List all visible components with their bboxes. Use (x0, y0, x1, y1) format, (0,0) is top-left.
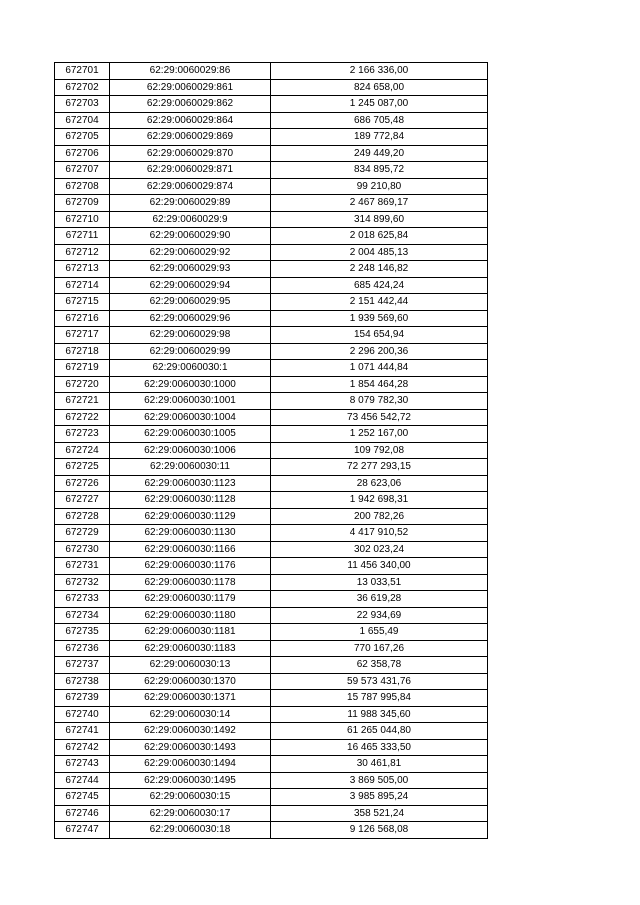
table-row (55, 657, 488, 674)
row-number-cell: 672715 (55, 294, 110, 311)
cadastral-value-cell: 302 023,24 (271, 541, 488, 558)
table-row (55, 574, 488, 591)
cadastral-number-cell: 62:29:0060029:870 (110, 145, 271, 162)
cadastral-number-cell: 62:29:0060030:1370 (110, 673, 271, 690)
cadastral-value-cell: 59 573 431,76 (271, 673, 488, 690)
row-number-cell: 672741 (55, 723, 110, 740)
cadastral-value-cell: 1 939 569,60 (271, 310, 488, 327)
cadastral-value-cell: 1 655,49 (271, 624, 488, 641)
cadastral-value-cell: 686 705,48 (271, 112, 488, 129)
row-number-cell: 672731 (55, 558, 110, 575)
table-row (55, 508, 488, 525)
table-row (55, 673, 488, 690)
cadastral-value-cell: 2 004 485,13 (271, 244, 488, 261)
cadastral-number-cell: 62:29:0060030:1005 (110, 426, 271, 443)
table-row (55, 409, 488, 426)
table-row (55, 162, 488, 179)
table-row (55, 525, 488, 542)
cadastral-number-cell: 62:29:0060029:89 (110, 195, 271, 212)
cadastral-number-cell: 62:29:0060030:1183 (110, 640, 271, 657)
table-row (55, 145, 488, 162)
table-row (55, 442, 488, 459)
row-number-cell: 672732 (55, 574, 110, 591)
cadastral-number-cell: 62:29:0060030:1 (110, 360, 271, 377)
cadastral-value-cell: 11 988 345,60 (271, 706, 488, 723)
cadastral-value-cell: 189 772,84 (271, 129, 488, 146)
cadastral-number-cell: 62:29:0060030:11 (110, 459, 271, 476)
table-row (55, 79, 488, 96)
cadastral-value-cell: 834 895,72 (271, 162, 488, 179)
row-number-cell: 672738 (55, 673, 110, 690)
row-number-cell: 672728 (55, 508, 110, 525)
cadastral-value-cell: 685 424,24 (271, 277, 488, 294)
table-row (55, 343, 488, 360)
table-row (55, 690, 488, 707)
row-number-cell: 672743 (55, 756, 110, 773)
row-number-cell: 672737 (55, 657, 110, 674)
row-number-cell: 672725 (55, 459, 110, 476)
row-number-cell: 672730 (55, 541, 110, 558)
cadastral-number-cell: 62:29:0060030:1371 (110, 690, 271, 707)
cadastral-number-cell: 62:29:0060029:861 (110, 79, 271, 96)
row-number-cell: 672713 (55, 261, 110, 278)
row-number-cell: 672721 (55, 393, 110, 410)
row-number-cell: 672739 (55, 690, 110, 707)
table-row (55, 475, 488, 492)
cadastral-value-cell: 1 071 444,84 (271, 360, 488, 377)
cadastral-value-cell: 3 985 895,24 (271, 789, 488, 806)
cadastral-number-cell: 62:29:0060029:92 (110, 244, 271, 261)
cadastral-value-cell: 249 449,20 (271, 145, 488, 162)
cadastral-value-cell: 154 654,94 (271, 327, 488, 344)
table-row (55, 492, 488, 509)
cadastral-number-cell: 62:29:0060030:17 (110, 805, 271, 822)
cadastral-value-cell: 200 782,26 (271, 508, 488, 525)
cadastral-number-cell: 62:29:0060030:1129 (110, 508, 271, 525)
table-row (55, 310, 488, 327)
row-number-cell: 672735 (55, 624, 110, 641)
row-number-cell: 672710 (55, 211, 110, 228)
cadastral-value-cell: 22 934,69 (271, 607, 488, 624)
table-row (55, 244, 488, 261)
table-row (55, 624, 488, 641)
cadastral-number-cell: 62:29:0060030:1130 (110, 525, 271, 542)
cadastral-value-cell: 30 461,81 (271, 756, 488, 773)
cadastral-number-cell: 62:29:0060030:1166 (110, 541, 271, 558)
cadastral-number-cell: 62:29:0060030:1004 (110, 409, 271, 426)
row-number-cell: 672701 (55, 63, 110, 80)
cadastral-value-cell: 72 277 293,15 (271, 459, 488, 476)
cadastral-number-cell: 62:29:0060030:14 (110, 706, 271, 723)
table-row (55, 607, 488, 624)
row-number-cell: 672726 (55, 475, 110, 492)
cadastral-value-cell: 28 623,06 (271, 475, 488, 492)
cadastral-value-cell: 770 167,26 (271, 640, 488, 657)
cadastral-value-cell: 13 033,51 (271, 574, 488, 591)
table-row (55, 706, 488, 723)
cadastral-value-cell: 824 658,00 (271, 79, 488, 96)
table-row (55, 541, 488, 558)
cadastral-number-cell: 62:29:0060029:869 (110, 129, 271, 146)
cadastral-value-cell: 1 252 167,00 (271, 426, 488, 443)
table-row (55, 376, 488, 393)
cadastral-value-cell: 2 296 200,36 (271, 343, 488, 360)
row-number-cell: 672723 (55, 426, 110, 443)
cadastral-number-cell: 62:29:0060030:1179 (110, 591, 271, 608)
row-number-cell: 672733 (55, 591, 110, 608)
cadastral-value-cell: 314 899,60 (271, 211, 488, 228)
row-number-cell: 672722 (55, 409, 110, 426)
row-number-cell: 672711 (55, 228, 110, 245)
cadastral-value-cell: 11 456 340,00 (271, 558, 488, 575)
cadastral-number-cell: 62:29:0060030:1128 (110, 492, 271, 509)
cadastral-number-cell: 62:29:0060030:1176 (110, 558, 271, 575)
table-row (55, 426, 488, 443)
table-row (55, 129, 488, 146)
table-row (55, 195, 488, 212)
cadastral-number-cell: 62:29:0060029:9 (110, 211, 271, 228)
cadastral-number-cell: 62:29:0060030:1001 (110, 393, 271, 410)
cadastral-value-cell: 62 358,78 (271, 657, 488, 674)
row-number-cell: 672727 (55, 492, 110, 509)
row-number-cell: 672719 (55, 360, 110, 377)
cadastral-value-cell: 1 245 087,00 (271, 96, 488, 113)
table-row (55, 63, 488, 80)
cadastral-number-cell: 62:29:0060030:1178 (110, 574, 271, 591)
table-row (55, 96, 488, 113)
table-row (55, 723, 488, 740)
cadastral-value-cell: 2 467 869,17 (271, 195, 488, 212)
row-number-cell: 672702 (55, 79, 110, 96)
cadastral-value-cell: 2 018 625,84 (271, 228, 488, 245)
cadastral-number-cell: 62:29:0060029:90 (110, 228, 271, 245)
cadastral-number-cell: 62:29:0060030:13 (110, 657, 271, 674)
table-row (55, 459, 488, 476)
cadastral-value-cell: 109 792,08 (271, 442, 488, 459)
cadastral-value-cell: 99 210,80 (271, 178, 488, 195)
cadastral-value-cell: 9 126 568,08 (271, 822, 488, 839)
table-body (55, 63, 488, 839)
row-number-cell: 672742 (55, 739, 110, 756)
cadastral-number-cell: 62:29:0060029:96 (110, 310, 271, 327)
cadastral-number-cell: 62:29:0060030:1492 (110, 723, 271, 740)
row-number-cell: 672708 (55, 178, 110, 195)
row-number-cell: 672705 (55, 129, 110, 146)
table-row (55, 805, 488, 822)
table-row (55, 772, 488, 789)
cadastral-number-cell: 62:29:0060030:1493 (110, 739, 271, 756)
row-number-cell: 672724 (55, 442, 110, 459)
row-number-cell: 672745 (55, 789, 110, 806)
row-number-cell: 672746 (55, 805, 110, 822)
table-row (55, 756, 488, 773)
table-row (55, 112, 488, 129)
cadastral-number-cell: 62:29:0060030:18 (110, 822, 271, 839)
cadastral-value-table (54, 62, 488, 839)
cadastral-value-cell: 4 417 910,52 (271, 525, 488, 542)
row-number-cell: 672704 (55, 112, 110, 129)
cadastral-value-cell: 1 942 698,31 (271, 492, 488, 509)
table-row (55, 822, 488, 839)
row-number-cell: 672716 (55, 310, 110, 327)
cadastral-value-cell: 2 166 336,00 (271, 63, 488, 80)
row-number-cell: 672709 (55, 195, 110, 212)
row-number-cell: 672736 (55, 640, 110, 657)
cadastral-number-cell: 62:29:0060029:874 (110, 178, 271, 195)
cadastral-value-cell: 2 151 442,44 (271, 294, 488, 311)
cadastral-number-cell: 62:29:0060030:1000 (110, 376, 271, 393)
row-number-cell: 672729 (55, 525, 110, 542)
table-row (55, 261, 488, 278)
table-row (55, 360, 488, 377)
cadastral-value-cell: 8 079 782,30 (271, 393, 488, 410)
cadastral-value-cell: 3 869 505,00 (271, 772, 488, 789)
cadastral-value-cell: 61 265 044,80 (271, 723, 488, 740)
cadastral-number-cell: 62:29:0060030:1180 (110, 607, 271, 624)
cadastral-number-cell: 62:29:0060029:99 (110, 343, 271, 360)
row-number-cell: 672744 (55, 772, 110, 789)
document-page (54, 62, 487, 839)
table-row (55, 327, 488, 344)
row-number-cell: 672707 (55, 162, 110, 179)
row-number-cell: 672747 (55, 822, 110, 839)
cadastral-number-cell: 62:29:0060029:871 (110, 162, 271, 179)
table-row (55, 558, 488, 575)
table-row (55, 640, 488, 657)
row-number-cell: 672720 (55, 376, 110, 393)
table-row (55, 178, 488, 195)
cadastral-value-cell: 1 854 464,28 (271, 376, 488, 393)
table-row (55, 591, 488, 608)
table-row (55, 277, 488, 294)
cadastral-number-cell: 62:29:0060029:862 (110, 96, 271, 113)
cadastral-number-cell: 62:29:0060030:1494 (110, 756, 271, 773)
row-number-cell: 672714 (55, 277, 110, 294)
cadastral-number-cell: 62:29:0060029:94 (110, 277, 271, 294)
cadastral-value-cell: 36 619,28 (271, 591, 488, 608)
table-row (55, 789, 488, 806)
cadastral-number-cell: 62:29:0060029:93 (110, 261, 271, 278)
row-number-cell: 672717 (55, 327, 110, 344)
table-row (55, 211, 488, 228)
table-row (55, 294, 488, 311)
row-number-cell: 672712 (55, 244, 110, 261)
cadastral-number-cell: 62:29:0060029:86 (110, 63, 271, 80)
cadastral-number-cell: 62:29:0060030:1123 (110, 475, 271, 492)
cadastral-value-cell: 73 456 542,72 (271, 409, 488, 426)
table-row (55, 228, 488, 245)
cadastral-number-cell: 62:29:0060029:95 (110, 294, 271, 311)
row-number-cell: 672740 (55, 706, 110, 723)
cadastral-value-cell: 2 248 146,82 (271, 261, 488, 278)
row-number-cell: 672734 (55, 607, 110, 624)
cadastral-value-cell: 15 787 995,84 (271, 690, 488, 707)
cadastral-number-cell: 62:29:0060030:1495 (110, 772, 271, 789)
cadastral-number-cell: 62:29:0060030:1006 (110, 442, 271, 459)
cadastral-value-cell: 16 465 333,50 (271, 739, 488, 756)
cadastral-number-cell: 62:29:0060029:864 (110, 112, 271, 129)
row-number-cell: 672703 (55, 96, 110, 113)
cadastral-number-cell: 62:29:0060029:98 (110, 327, 271, 344)
row-number-cell: 672706 (55, 145, 110, 162)
cadastral-number-cell: 62:29:0060030:15 (110, 789, 271, 806)
table-row (55, 739, 488, 756)
cadastral-value-cell: 358 521,24 (271, 805, 488, 822)
table-row (55, 393, 488, 410)
cadastral-number-cell: 62:29:0060030:1181 (110, 624, 271, 641)
row-number-cell: 672718 (55, 343, 110, 360)
